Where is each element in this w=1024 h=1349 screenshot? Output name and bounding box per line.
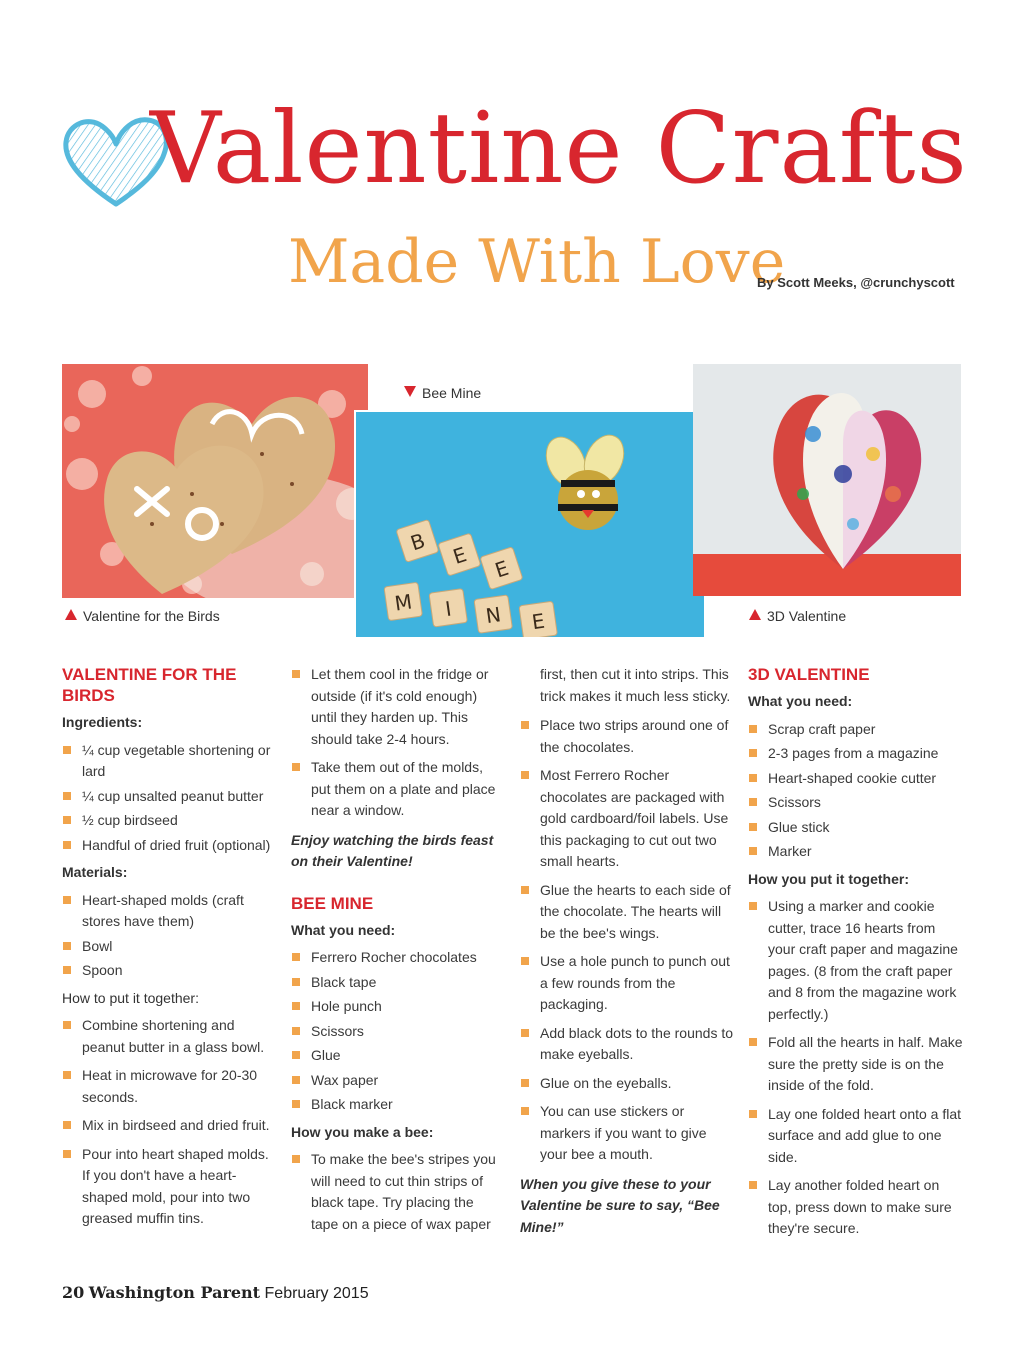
- list-item: Scrap craft paper: [748, 719, 966, 741]
- list-item: You can use stickers or markers if you want to give your bee a mouth.: [520, 1101, 735, 1166]
- caption-bee-text: Bee Mine: [422, 385, 482, 401]
- bee-need-label: What you need:: [291, 921, 396, 938]
- list-item: Fold all the hearts in half. Make sure the pretty side is on the inside of the fold.: [748, 1032, 966, 1097]
- steps-label: How to put it together:: [62, 989, 199, 1006]
- page-footer: [62, 1283, 369, 1303]
- list-item: Most Ferrero Rocher chocolates are packaged with gold cardboard/foil labels. Use this packaging to cut out two small hearts.: [520, 765, 735, 873]
- list-item: ¼ cup unsalted peanut butter: [62, 786, 280, 808]
- steps-list-continued: [291, 664, 501, 822]
- column-3d: [748, 664, 966, 1247]
- caption-bee: [404, 385, 481, 401]
- bee-need-list: [291, 947, 501, 1116]
- threed-steps-list: [748, 896, 966, 1240]
- list-item: Scissors: [748, 792, 966, 814]
- scrabble-tile: [519, 601, 557, 637]
- ingredients-list: [62, 740, 280, 857]
- page-title: Valentine Crafts: [150, 92, 968, 206]
- magazine-name: Washington Parent: [88, 1283, 261, 1302]
- materials-label: Materials:: [62, 864, 128, 880]
- list-item: Take them out of the molds, put them on a plate and place near a window.: [291, 757, 501, 822]
- list-item: ¼ cup vegetable shortening or lard: [62, 740, 280, 783]
- ingredients-label: Ingredients:: [62, 714, 143, 730]
- list-item: Place two strips around one of the chocolates.: [520, 715, 735, 758]
- list-item: Black tape: [291, 972, 501, 994]
- list-item: Glue the hearts to each side of the chocolate. The hearts will be the bee's wings.: [520, 880, 735, 945]
- scrabble-tile: [384, 582, 422, 620]
- section-heading-bee: BEE MINE: [291, 893, 374, 913]
- caption-birds-text: Valentine for the Birds: [83, 608, 220, 624]
- birds-closing: Enjoy watching the birds feast on their Valentine!: [291, 831, 494, 869]
- scrabble-tile: [429, 589, 467, 627]
- scrabble-tile-letter: M: [393, 589, 414, 616]
- list-item: Heat in microwave for 20-30 seconds.: [62, 1065, 280, 1108]
- list-item: Lay another folded heart on top, press down to make sure they're secure.: [748, 1175, 966, 1240]
- photo-3d-valentine: [693, 364, 961, 596]
- list-item: Use a hole punch to punch out a few rounds from the packaging.: [520, 951, 735, 1016]
- scrabble-tile-letter: I: [443, 596, 453, 622]
- list-item: Heart-shaped cookie cutter: [748, 768, 966, 790]
- list-item: Mix in birdseed and dried fruit.: [62, 1115, 280, 1137]
- materials-list: [62, 890, 280, 982]
- caption-birds: [65, 608, 220, 624]
- triangle-up-icon: [749, 609, 761, 620]
- scrabble-tile-letter: B: [407, 528, 428, 556]
- bee-closing: When you give these to your Valentine be sure to say, “Bee Mine!”: [520, 1175, 720, 1235]
- threed-need-list: [748, 719, 966, 863]
- triangle-down-icon: [404, 386, 416, 397]
- list-item: To make the bee's stripes you will need to cut thin strips of black tape. Try placing the tape on a piece of wax paper: [291, 1149, 501, 1235]
- list-item: Pour into heart shaped molds. If you don't have a heart-shaped mold, pour into two greased muffin tins.: [62, 1144, 280, 1230]
- issue-date: February 2015: [264, 1285, 369, 1302]
- list-item: Combine shortening and peanut butter in a glass bowl.: [62, 1015, 280, 1058]
- list-item: Spoon: [62, 960, 280, 982]
- list-item: ½ cup birdseed: [62, 810, 280, 832]
- byline: By Scott Meeks, @crunchyscott: [757, 275, 955, 290]
- list-item: Lay one folded heart onto a flat surface and add glue to one side.: [748, 1104, 966, 1169]
- column-birds-cont-bee: [291, 664, 501, 1241]
- list-item: Using a marker and cookie cutter, trace 16 hearts from your craft paper and magazine pages. (8 from the craft paper and 8 from the magazine work perfectly.): [748, 896, 966, 1025]
- scrabble-tile-letter: N: [484, 602, 503, 629]
- bee-steps-list-continued: [520, 715, 735, 1166]
- list-item: Black marker: [291, 1094, 501, 1116]
- list-item: 2-3 pages from a magazine: [748, 743, 966, 765]
- photo-birds-valentine: [62, 364, 368, 598]
- photo-bee-mine: [354, 410, 706, 639]
- triangle-up-icon: [65, 609, 77, 620]
- page-subtitle: Made With Love: [288, 227, 786, 297]
- list-item: Wax paper: [291, 1070, 501, 1092]
- section-heading-birds: VALENTINE FOR THE BIRDS: [62, 665, 237, 705]
- column-birds: [62, 664, 280, 1237]
- list-item: Handful of dried fruit (optional): [62, 835, 280, 857]
- steps-list: [62, 1015, 280, 1230]
- list-item: Glue: [291, 1045, 501, 1067]
- list-item: Scissors: [291, 1021, 501, 1043]
- list-item: Marker: [748, 841, 966, 863]
- bee-steps-list: [291, 1149, 501, 1235]
- bee-step-continued: first, then cut it into strips. This trick makes it much less sticky.: [540, 666, 731, 704]
- scrabble-tile-letter: E: [492, 555, 512, 583]
- threed-steps-label: How you put it together:: [748, 870, 909, 887]
- column-bee-cont: [520, 664, 735, 1252]
- list-item: Heart-shaped molds (craft stores have them): [62, 890, 280, 933]
- page-number: 20: [62, 1283, 85, 1302]
- list-item: Let them cool in the fridge or outside (if it's cold enough) until they harden up. This should take 2-4 hours.: [291, 664, 501, 750]
- scrabble-tile-letter: E: [450, 542, 470, 569]
- bee-steps-label: How you make a bee:: [291, 1123, 434, 1140]
- list-item: Ferrero Rocher chocolates: [291, 947, 501, 969]
- list-item: Glue stick: [748, 817, 966, 839]
- scrabble-tile-letter: E: [530, 608, 547, 635]
- list-item: Hole punch: [291, 996, 501, 1018]
- threed-need-label: What you need:: [748, 693, 853, 709]
- section-heading-3d: 3D VALENTINE: [748, 665, 870, 684]
- scrabble-tile: [474, 595, 512, 633]
- caption-3d: [749, 608, 846, 624]
- caption-3d-text: 3D Valentine: [767, 608, 847, 624]
- list-item: Glue on the eyeballs.: [520, 1073, 735, 1095]
- list-item: Bowl: [62, 936, 280, 958]
- list-item: Add black dots to the rounds to make eyeballs.: [520, 1023, 735, 1066]
